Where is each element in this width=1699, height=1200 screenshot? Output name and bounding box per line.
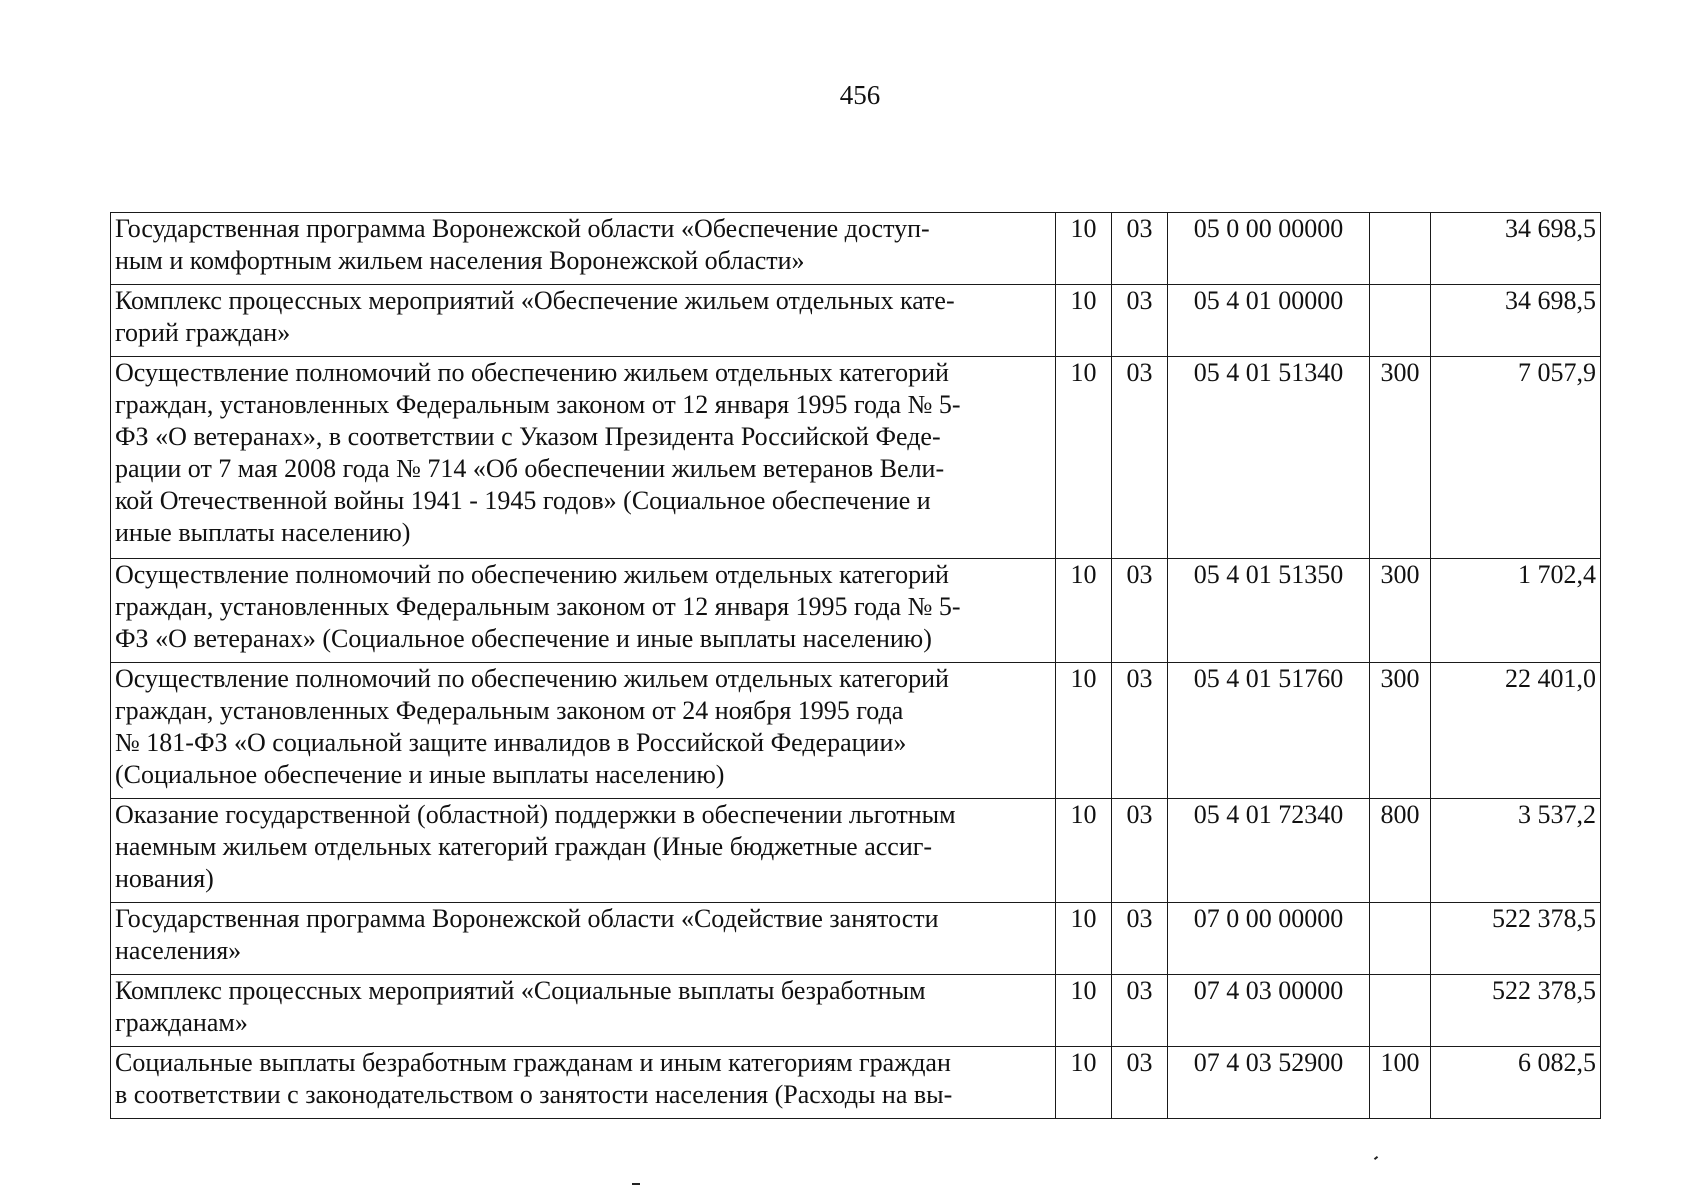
row-article: 07 4 03 00000	[1168, 975, 1370, 1047]
row-subsection: 03	[1112, 975, 1168, 1047]
row-name: Государственная программа Воронежской области «Обеспечение доступ- ным и комфортным жильем населения Воронежской области»	[111, 213, 1056, 285]
row-amount: 22 401,0	[1431, 663, 1601, 799]
row-section: 10	[1056, 663, 1112, 799]
row-name: Государственная программа Воронежской области «Содействие занятости населения»	[111, 903, 1056, 975]
budget-table-body	[111, 213, 1601, 1119]
row-amount: 522 378,5	[1431, 975, 1601, 1047]
scan-speck	[632, 1183, 640, 1185]
row-article: 05 4 01 51760	[1168, 663, 1370, 799]
table-row	[111, 799, 1601, 903]
row-subsection: 03	[1112, 1047, 1168, 1119]
table-row	[111, 975, 1601, 1047]
row-type: 800	[1370, 799, 1431, 903]
row-subsection: 03	[1112, 213, 1168, 285]
row-type: 100	[1370, 1047, 1431, 1119]
row-section: 10	[1056, 903, 1112, 975]
row-subsection: 03	[1112, 903, 1168, 975]
row-article: 05 4 01 51340	[1168, 357, 1370, 559]
row-subsection: 03	[1112, 285, 1168, 357]
row-amount: 522 378,5	[1431, 903, 1601, 975]
row-amount: 7 057,9	[1431, 357, 1601, 559]
table-row	[111, 285, 1601, 357]
row-section: 10	[1056, 357, 1112, 559]
row-article: 05 4 01 00000	[1168, 285, 1370, 357]
row-subsection: 03	[1112, 663, 1168, 799]
row-name: Комплекс процессных мероприятий «Социальные выплаты безработным гражданам»	[111, 975, 1056, 1047]
table-row	[111, 663, 1601, 799]
row-subsection: 03	[1112, 559, 1168, 663]
table-row	[111, 559, 1601, 663]
row-article: 07 0 00 00000	[1168, 903, 1370, 975]
table-row	[111, 357, 1601, 559]
row-section: 10	[1056, 213, 1112, 285]
row-amount: 34 698,5	[1431, 285, 1601, 357]
row-name: Осуществление полномочий по обеспечению жильем отдельных категорий граждан, установленных Федеральным законом от 24 ноября 1995 года № 181-ФЗ «О социальной защите инвалидов в Российской Федерации» (Социальное обеспечение и иные выплаты населению)	[111, 663, 1056, 799]
row-name: Социальные выплаты безработным гражданам и иным категориям граждан в соответствии с законодательством о занятости населения (Расходы на вы-	[111, 1047, 1056, 1119]
row-name: Осуществление полномочий по обеспечению жильем отдельных категорий граждан, установленных Федеральным законом от 12 января 1995 года № 5- ФЗ «О ветеранах», в соответствии с Указом Президента Российской Феде- рации от 7 мая 2008 года № 714 «Об обеспечении жильем ветеранов Вели- кой Отечественной войны 1941 - 1945 годов» (Социальное обеспечение и иные выплаты населению)	[111, 357, 1056, 559]
row-amount: 1 702,4	[1431, 559, 1601, 663]
row-name: Комплекс процессных мероприятий «Обеспечение жильем отдельных кате- горий граждан»	[111, 285, 1056, 357]
row-article: 07 4 03 52900	[1168, 1047, 1370, 1119]
row-type: 300	[1370, 663, 1431, 799]
row-subsection: 03	[1112, 357, 1168, 559]
row-article: 05 0 00 00000	[1168, 213, 1370, 285]
table-row	[111, 213, 1601, 285]
row-type	[1370, 903, 1431, 975]
row-amount: 3 537,2	[1431, 799, 1601, 903]
row-subsection: 03	[1112, 799, 1168, 903]
row-section: 10	[1056, 799, 1112, 903]
row-type: 300	[1370, 559, 1431, 663]
table-row	[111, 1047, 1601, 1119]
row-article: 05 4 01 72340	[1168, 799, 1370, 903]
table-row	[111, 903, 1601, 975]
row-section: 10	[1056, 975, 1112, 1047]
row-amount: 6 082,5	[1431, 1047, 1601, 1119]
row-section: 10	[1056, 559, 1112, 663]
row-type: 300	[1370, 357, 1431, 559]
row-name: Осуществление полномочий по обеспечению жильем отдельных категорий граждан, установленных Федеральным законом от 12 января 1995 года № 5- ФЗ «О ветеранах» (Социальное обеспечение и иные выплаты населению)	[111, 559, 1056, 663]
row-type	[1370, 975, 1431, 1047]
row-section: 10	[1056, 1047, 1112, 1119]
row-type	[1370, 213, 1431, 285]
row-name: Оказание государственной (областной) поддержки в обеспечении льготным наемным жильем отдельных категорий граждан (Иные бюджетные ассиг- нования)	[111, 799, 1056, 903]
row-type	[1370, 285, 1431, 357]
budget-table	[110, 212, 1601, 1119]
page-number: 456	[839, 80, 881, 110]
row-section: 10	[1056, 285, 1112, 357]
scan-speck	[1374, 1156, 1378, 1160]
row-amount: 34 698,5	[1431, 213, 1601, 285]
row-article: 05 4 01 51350	[1168, 559, 1370, 663]
